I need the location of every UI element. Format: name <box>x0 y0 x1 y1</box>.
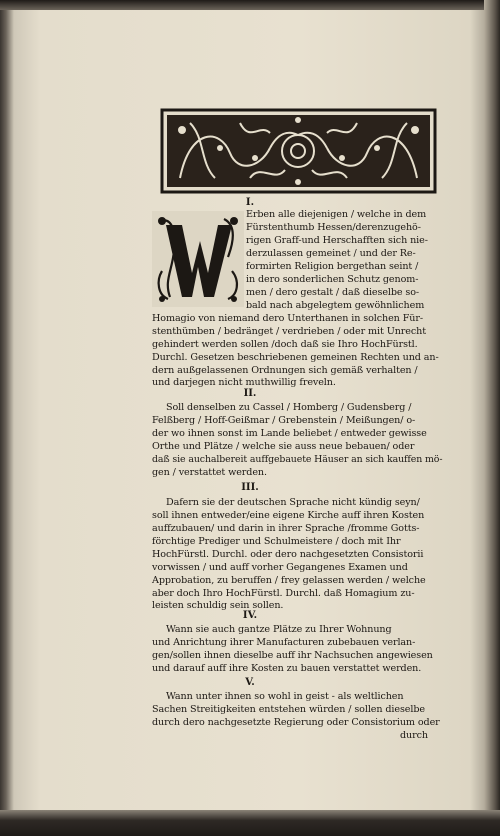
text-line: stenthümben / bedränget / verdrieben / oder mit Unrecht <box>152 326 426 337</box>
section-number-2: II. <box>243 388 257 399</box>
text-line: Felßberg / Hoff-Geißmar / Grebenstein / Meißungen/ o- <box>152 415 416 426</box>
section-number-5: V. <box>245 677 255 688</box>
page-right-edge <box>484 0 500 836</box>
text-line: förchtige Prediger und Schulmeistere / doch mit Ihr <box>152 536 401 547</box>
text-line: und Anrichtung ihrer Manufacturen zubebauen verlan- <box>152 637 416 648</box>
text-line: gehindert werden sollen /doch daß sie Ihro HochFürstl. <box>152 339 418 350</box>
text-line: durch dero nachgesetzte Regierung oder Consistorium oder <box>152 717 440 728</box>
text-line: der wo ihnen sonst im Lande beliebet / entweder gewisse <box>152 428 427 439</box>
text-line: soll ihnen entweder/eine eigene Kirche auff ihren Kosten <box>152 510 425 521</box>
text-line: Orthe und Plätze / welche sie auss neue bebauen/ oder <box>152 441 415 452</box>
text-line: men / dero gestalt / daß dieselbe so- <box>246 287 420 298</box>
text-line: Durchl. Gesetzen beschriebenen gemeinen Rechten und an- <box>152 352 439 363</box>
text-line: formirten Religion bergethan seint / <box>246 261 419 272</box>
decorative-headpiece <box>160 108 437 194</box>
text-line: HochFürstl. Durchl. oder dero nachgesetzten Consistorii <box>152 549 424 560</box>
text-line: und darjegen nicht muthwillig freveln. <box>152 377 336 388</box>
text-line: Homagio von niemand dero Unterthanen in solchen Für- <box>152 313 423 324</box>
text-line: Sachen Streitigkeiten entstehen würden / sollen dieselbe <box>152 704 425 715</box>
decorated-initial <box>152 211 244 307</box>
page-top-edge <box>0 0 500 10</box>
text-line: dern außgelassenen Ordnungen sich gemäß verhalten / <box>152 365 418 376</box>
text-line: rigen Graff-und Herschafften sich nie- <box>246 235 428 246</box>
text-line: Wann unter ihnen so wohl in geist - als weltlichen <box>166 691 404 702</box>
catchword: durch <box>400 730 428 741</box>
section-number-3: III. <box>241 482 259 493</box>
text-line: Wann sie auch gantze Plätze zu Ihrer Wohnung <box>166 624 392 635</box>
text-line: gen / verstattet werden. <box>152 467 267 478</box>
section-number-1: I. <box>245 197 255 208</box>
text-line: daß sie auchalbereit auffgebauete Häuser an sich kauffen mö- <box>152 454 443 465</box>
text-line: gen/sollen ihnen dieselbe auff ihr Nachsuchen angewiesen <box>152 650 433 661</box>
text-line: leisten schuldig sein sollen. <box>152 600 284 611</box>
section-number-4: IV. <box>242 610 258 621</box>
text-line: auffzubauen/ und darin in ihrer Sprache /fromme Gotts- <box>152 523 420 534</box>
page-bottom-edge <box>0 810 500 836</box>
text-line: Soll denselben zu Cassel / Homberg / Gudensberg / <box>166 402 412 413</box>
text-line: Approbation, zu beruffen / frey gelassen werden / welche <box>152 575 426 586</box>
text-line: aber doch Ihro HochFürstl. Durchl. daß Homagium zu- <box>152 588 415 599</box>
text-line: vorwissen / und auff vorher Gegangenes Examen und <box>152 562 408 573</box>
text-line: Fürstenthumb Hessen/derenzugehö- <box>246 222 421 233</box>
text-line: Erben alle diejenigen / welche in dem <box>246 209 427 220</box>
text-line: und darauf auff ihre Kosten zu bauen verstattet werden. <box>152 663 422 674</box>
text-line: in dero sonderlichen Schutz genom- <box>246 274 419 285</box>
text-line: bald nach abgelegtem gewöhnlichem <box>246 300 425 311</box>
text-line: derzulassen gemeinet / und der Re- <box>246 248 416 259</box>
text-line: Dafern sie der deutschen Sprache nicht kündig seyn/ <box>166 497 420 508</box>
